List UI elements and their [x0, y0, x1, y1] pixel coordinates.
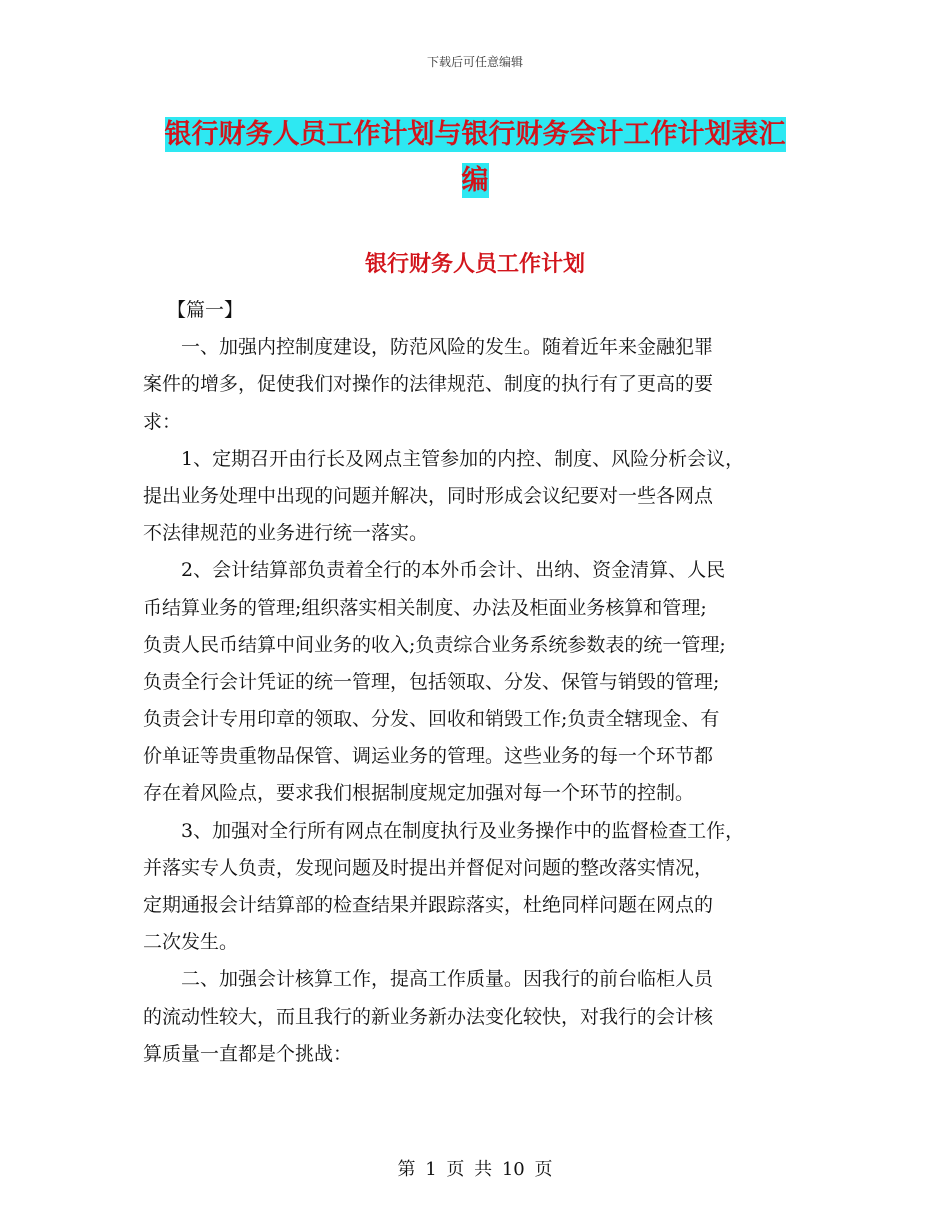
section-title: 银行财务人员工作计划: [364, 252, 585, 277]
paragraph-line: 1、定期召开由行长及网点主管参加的内控、制度、风险分析会议，: [181, 447, 745, 470]
paragraph-line: 负责全行会计凭证的统一管理，包括领取、分发、保管与销毁的管理;: [143, 670, 720, 693]
document-title: [0, 112, 950, 204]
paragraph-line: 不法律规范的业务进行统一落实。: [143, 522, 429, 545]
paragraph-line: 负责人民币结算中间业务的收入;负责综合业务系统参数表的统一管理;: [143, 633, 726, 656]
paragraph-line: 并落实专人负责，发现问题及时提出并督促对问题的整改落实情况，: [143, 856, 714, 879]
paragraph-line: 3、加强对全行所有网点在制度执行及业务操作中的监督检查工作，: [181, 819, 745, 842]
paragraph-line: 一、加强内控制度建设，防范风险的发生。随着近年来金融犯罪: [181, 336, 714, 359]
paragraph-line: 案件的增多，促使我们对操作的法律规范、制度的执行有了更高的要: [143, 373, 714, 396]
header-note: 下载后可任意编辑: [426, 55, 523, 69]
paragraph-line: 算质量一直都是个挑战：: [143, 1042, 353, 1065]
paragraph-line: 二、加强会计核算工作，提高工作质量。因我行的前台临柜人员: [181, 968, 714, 991]
paragraph-line: 的流动性较大，而且我行的新业务新办法变化较快，对我行的会计核: [143, 1005, 714, 1028]
paragraph-line: 定期通报会计结算部的检查结果并跟踪落实，杜绝同样问题在网点的: [143, 894, 714, 916]
paragraph-line: 2、会计结算部负责着全行的本外币会计、出纳、资金清算、人民: [181, 559, 726, 582]
paragraph-line: 提出业务处理中出现的问题并解决，同时形成会议纪要对一些各网点: [143, 484, 714, 507]
part-marker: 【篇一】: [167, 299, 244, 321]
paragraph-line: 价单证等贵重物品保管、调运业务的管理。这些业务的每一个环节都: [143, 745, 714, 768]
document-body: [143, 292, 823, 1073]
paragraph-line: 负责会计专用印章的领取、分发、回收和销毁工作;负责全辖现金、有: [143, 708, 720, 731]
paragraph-line: 存在着风险点，要求我们根据制度规定加强对每一个环节的控制。: [143, 782, 695, 805]
page-number: 第 1 页 共 10 页: [397, 1159, 553, 1180]
paragraph-line: 二次发生。: [143, 931, 239, 954]
paragraph-line: 求：: [143, 410, 182, 433]
paragraph-line: 币结算业务的管理;组织落实相关制度、办法及柜面业务核算和管理;: [143, 596, 707, 619]
title-line-1: 银行财务人员工作计划与银行财务会计工作计划表汇: [164, 119, 786, 150]
title-line-2: 编: [461, 165, 489, 196]
